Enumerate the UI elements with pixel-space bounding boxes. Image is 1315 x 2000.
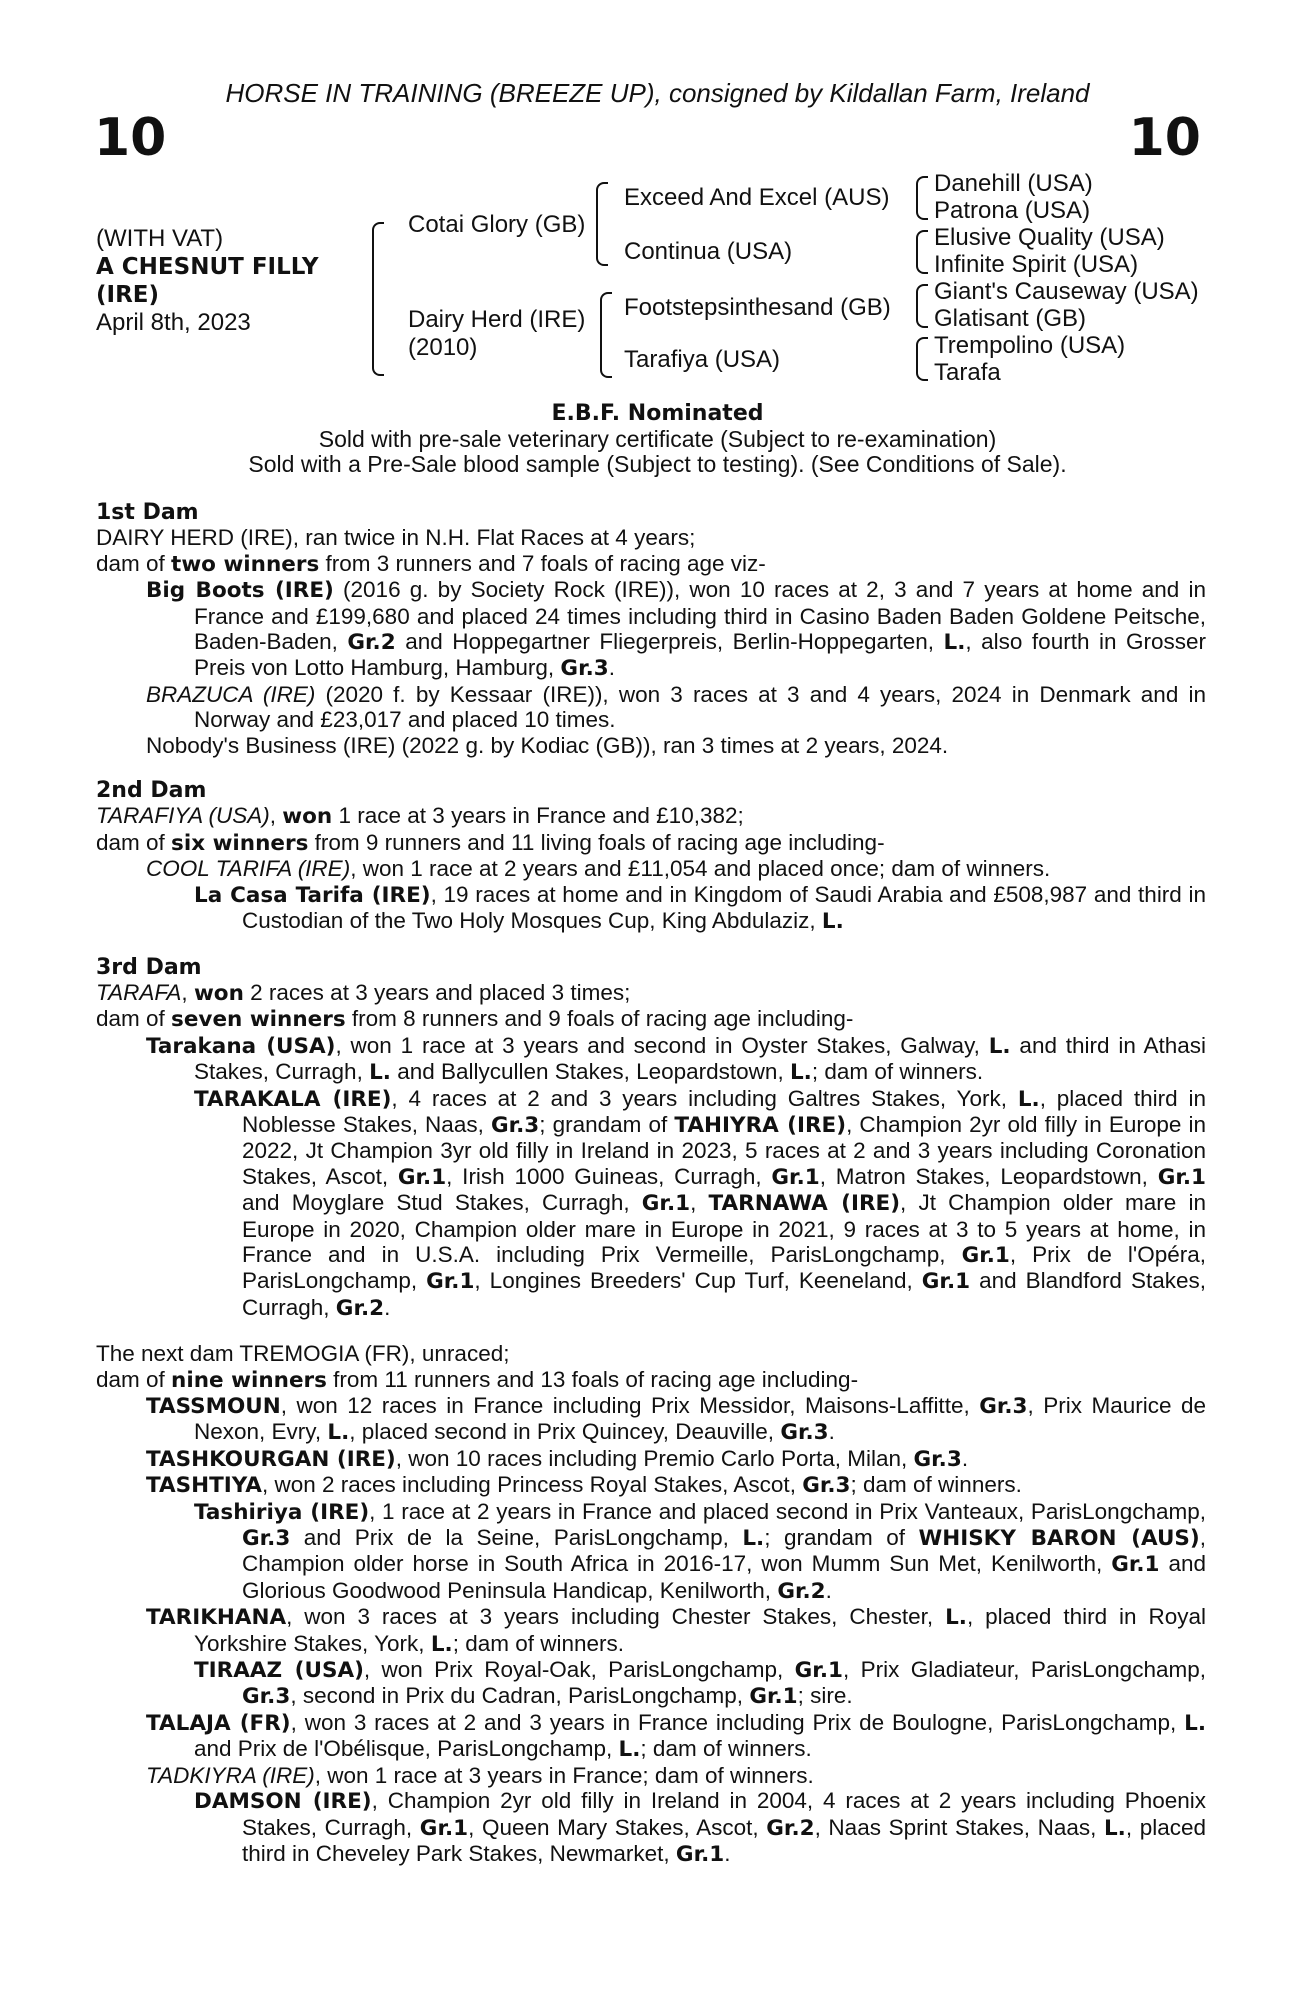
pedigree-brace-dam	[600, 292, 612, 378]
horse-description	[96, 225, 319, 337]
entry-tashiriya: Tashiriya (IRE), 1 race at 2 years in France and placed second in Prix Vanteaux, ParisLongchamp, Gr.3 and Prix de la Seine, ParisLongchamp, L.; grandam of WHISKY BARON (AUS), Champion older horse in South Africa in 2016-17, won Mumm Sun Met, Kenilworth, Gr.1 and Glorious Goodwood Peninsula Handicap, Kenilworth, Gr.2.	[194, 1498, 1207, 1604]
foaling-date: April 8th, 2023	[96, 309, 251, 336]
entry-tadkiyra: TADKIYRA (IRE), won 1 race at 3 years in France; dam of winners.	[146, 1762, 814, 1788]
third-dam-line: TARAFA, won 2 races at 3 years and placed 3 times;	[96, 979, 631, 1006]
ebf-nominated: E.B.F. Nominated	[551, 401, 764, 426]
first-dam-title: 1st Dam	[96, 500, 199, 525]
first-dam-produce-line: dam of two winners from 3 runners and 7 foals of racing age viz-	[96, 550, 766, 577]
pedigree-brace-g4	[916, 337, 928, 381]
ancestor-1: Danehill (USA)	[934, 170, 1093, 197]
sire-name: Cotai Glory (GB)	[408, 211, 586, 238]
dam-year: (2010)	[408, 334, 478, 361]
lot-number-right: 10	[1128, 108, 1201, 168]
entry-tarakana: Tarakana (USA), won 1 race at 3 years and second in Oyster Stakes, Galway, L. and third in Athasi Stakes, Curragh, L. and Ballycullen Stakes, Leopardstown, L.; dam of winners.	[146, 1032, 1207, 1086]
entry-la-casa-tarifa: La Casa Tarifa (IRE), 19 races at home and in Kingdom of Saudi Arabia and £508,987 and third in Custodian of the Two Holy Mosques Cup, King Abdulaziz, L.	[194, 881, 1206, 935]
first-dam-line: DAIRY HERD (IRE), ran twice in N.H. Flat Races at 4 years;	[96, 525, 696, 551]
dam-name: Dairy Herd (IRE)	[408, 306, 586, 333]
entry-tassmoun: TASSMOUN, won 12 races in France including Prix Messidor, Maisons-Laffitte, Gr.3, Prix Maurice de Nexon, Evry, L., placed second in Prix Quincey, Deauville, Gr.3.	[146, 1393, 1206, 1446]
entry-tashkourgan: TASHKOURGAN (IRE), won 10 races including Premio Carlo Porta, Milan, Gr.3.	[146, 1445, 969, 1472]
ancestor-2: Patrona (USA)	[934, 197, 1091, 224]
dam-dam-name: Tarafiya (USA)	[624, 346, 781, 373]
ancestor-4: Infinite Spirit (USA)	[934, 251, 1139, 278]
horse-name: A CHESNUT FILLY	[96, 254, 319, 280]
entry-tarakala: TARAKALA (IRE), 4 races at 2 and 3 years including Galtres Stakes, York, L., placed third in Noblesse Stakes, Naas, Gr.3; grandam of TAHIYRA (IRE), Champion 2yr old filly in Europe in 2022, Jt Champion 3yr old filly in Ireland in 2023, 5 races at 2 and 3 years including Coronation Stakes, Ascot, Gr.1, Irish 1000 Guineas, Curragh, Gr.1, Matron Stakes, Leopardstown, Gr.1 and Moyglare Stud Stakes, Curragh, Gr.1, TARNAWA (IRE), Jt Champion older mare in Europe in 2020, Champion older mare in Europe in 2021, 9 races at 3 to 5 years at home, in France and in U.S.A. including Prix Vermeille, ParisLongchamp, Gr.1, Prix de l'Opéra, ParisLongchamp, Gr.1, Longines Breeders' Cup Turf, Keeneland, Gr.1 and Blandford Stakes, Curragh, Gr.2.	[194, 1085, 1207, 1321]
next-dam-line: The next dam TREMOGIA (FR), unraced;	[96, 1341, 510, 1367]
pedigree-brace-g3	[916, 284, 928, 328]
pedigree-brace-sire	[596, 182, 608, 266]
lot-heading: HORSE IN TRAINING (BREEZE UP), consigned by Kildallan Farm, Ireland	[225, 78, 1090, 108]
ancestor-6: Glatisant (GB)	[934, 305, 1087, 332]
entry-nobodys-business: Nobody's Business (IRE) (2022 g. by Kodiac (GB)), ran 3 times at 2 years, 2024.	[146, 732, 949, 758]
third-dam-produce-line: dam of seven winners from 8 runners and 9 foals of racing age including-	[96, 1006, 854, 1033]
second-dam-produce-line: dam of six winners from 9 runners and 11 living foals of racing age including-	[96, 829, 885, 856]
third-dam-title: 3rd Dam	[96, 954, 202, 980]
ancestor-5: Giant's Causeway (USA)	[934, 278, 1199, 305]
ancestor-3: Elusive Quality (USA)	[934, 224, 1165, 251]
entry-talaja: TALAJA (FR), won 3 races at 2 and 3 years in France including Prix de Boulogne, ParisLongchamp, L. and Prix de l'Obélisque, ParisLongchamp, L.; dam of winners.	[146, 1709, 1206, 1763]
vet-certificate-note: Sold with pre-sale veterinary certificate (Subject to re-examination)	[318, 426, 997, 452]
pedigree-details	[96, 500, 1206, 1867]
pedigree-brace-g2	[916, 230, 928, 274]
sire-sire-name: Exceed And Excel (AUS)	[624, 184, 890, 211]
next-dam-produce-line: dam of nine winners from 11 runners and 13 foals of racing age including-	[96, 1366, 859, 1393]
section-gap	[96, 1321, 1206, 1341]
ancestor-7: Trempolino (USA)	[934, 332, 1126, 359]
horse-name-origin: (IRE)	[96, 282, 160, 308]
entry-brazuca: BRAZUCA (IRE) (2020 f. by Kessaar (IRE)), won 3 races at 3 and 4 years, 2024 in Denmark and in Norway and £23,017 and placed 10 times.	[146, 681, 1206, 733]
entry-damson: DAMSON (IRE), Champion 2yr old filly in Ireland in 2004, 4 races at 2 years including Phoenix Stakes, Curragh, Gr.1, Queen Mary Stakes, Ascot, Gr.2, Naas Sprint Stakes, Naas, L., placed third in Cheveley Park Stakes, Newmarket, Gr.1.	[194, 1788, 1207, 1867]
entry-cool-tarifa: COOL TARIFA (IRE), won 1 race at 2 years and £11,054 and placed once; dam of winners.	[146, 856, 1051, 882]
entry-tashtiya: TASHTIYA, won 2 races including Princess Royal Stakes, Ascot, Gr.3; dam of winners.	[146, 1472, 1022, 1499]
entry-tarikhana: TARIKHANA, won 3 races at 3 years including Chester Stakes, Chester, L., placed third in Royal Yorkshire Stakes, York, L.; dam of winners.	[146, 1604, 1206, 1657]
vat-label: (WITH VAT)	[96, 225, 224, 252]
pedigree-brace-main	[372, 222, 384, 376]
entry-big-boots: Big Boots (IRE) (2016 g. by Society Rock (IRE)), won 10 races at 2, 3 and 7 years at home and in France and £199,680 and placed 24 times including third in Casino Baden Baden Goldene Peitsche, Baden-Baden, Gr.2 and Hoppegartner Fliegerpreis, Berlin-Hoppegarten, L., also fourth in Grosser Preis von Lotto Hamburg, Hamburg, Gr.3.	[146, 577, 1207, 682]
second-dam-title: 2nd Dam	[96, 778, 207, 804]
second-dam-line: TARAFIYA (USA), won 1 race at 3 years in France and £10,382;	[96, 803, 744, 830]
blood-sample-note: Sold with a Pre-Sale blood sample (Subject to testing). (See Conditions of Sale).	[248, 451, 1067, 477]
lot-number-left: 10	[94, 108, 167, 168]
dam-sire-name: Footstepsinthesand (GB)	[624, 294, 891, 321]
pedigree-brace-g1	[916, 176, 928, 220]
entry-tiraaz: TIRAAZ (USA), won Prix Royal-Oak, ParisLongchamp, Gr.1, Prix Gladiateur, ParisLongchamp, Gr.3, second in Prix du Cadran, ParisLongchamp, Gr.1; sire.	[194, 1657, 1206, 1710]
ancestor-8: Tarafa	[934, 359, 1001, 386]
sire-dam-name: Continua (USA)	[624, 238, 793, 265]
